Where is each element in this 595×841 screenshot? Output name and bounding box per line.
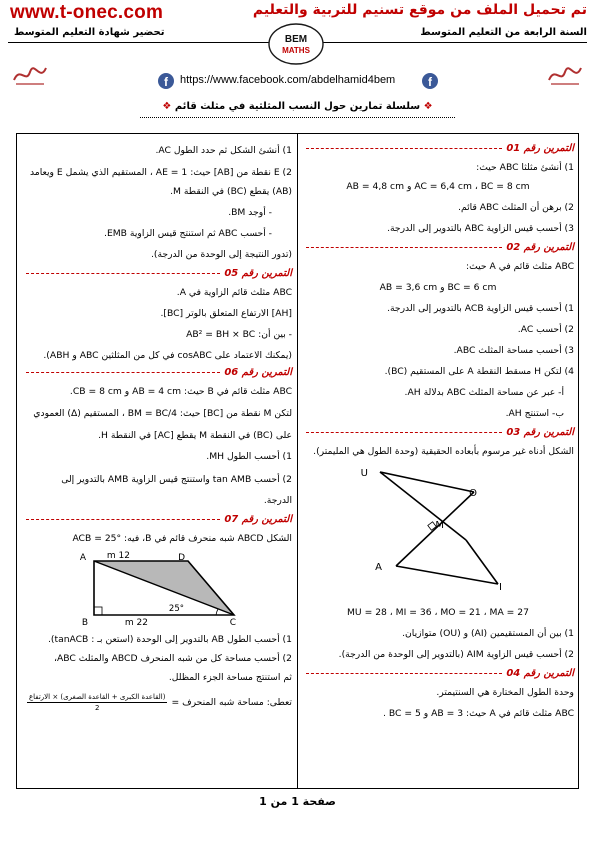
ex01-line-2: AC = 6,4 cm ، BC = 8 cm و AB = 4,8 cm xyxy=(346,181,530,192)
ex06-line-3: على (BC) في النقطة M يقطع [AC] في النقطة H. xyxy=(98,430,292,441)
ex04-line-2: ABC مثلث قائم في A حيث: AB = 3 و BC = 5 . xyxy=(383,708,574,719)
exercise-07-heading: التمرين رقم 07 xyxy=(22,513,292,526)
label-I: I xyxy=(499,582,502,593)
ex03-line-4: 2) أحسب قيس الزاوية AIM (بالتدوير إلى الوحدة من الدرجة). xyxy=(338,649,574,660)
ex02-line-6: 4) لتكن H مسقط النقطة A على المستقيم (BC). xyxy=(384,366,574,377)
svg-text:BEM: BEM xyxy=(284,34,308,45)
exercise-02-heading: التمرين رقم 02 xyxy=(302,241,574,254)
column-divider xyxy=(297,133,298,789)
label-A: A xyxy=(375,562,382,573)
ex02-line-7: أ- عبر عن مساحة المثلث ABC بدلالة AH. xyxy=(404,387,564,398)
right-column xyxy=(302,142,574,720)
ex07-line-2: 1) أحسب الطول AB بالتدوير إلى الوحدة (استعن بـ : tanACB). xyxy=(47,634,292,645)
signature-right xyxy=(545,62,585,93)
ex02-line-5: 3) أحسب مساحة المثلث ABC. xyxy=(453,345,574,356)
exercise-01-heading: التمرين رقم 01 xyxy=(302,142,574,155)
formula-denominator: 2 xyxy=(94,704,100,712)
download-notice: تم تحميل الملف من موقع تسنيم للتربية والتعليم xyxy=(252,2,587,18)
ex07-line-1: الشكل ABCD شبه منحرف قائم في B، فيه: ACB = 25° xyxy=(72,533,292,544)
exercise-06-heading: التمرين رقم 06 xyxy=(22,366,292,379)
exercise-03-heading: التمرين رقم 03 xyxy=(302,426,574,439)
label-22m: 22 m xyxy=(124,618,148,627)
ex07-figure xyxy=(22,549,292,627)
ex02-line-4: 2) أحسب AC. xyxy=(517,324,574,335)
ex04c-line-4: - أوجد BM. xyxy=(228,207,272,218)
grade-label: السنة الرابعة من التعليم المتوسط xyxy=(420,27,587,38)
exercise-04-heading: التمرين رقم 04 xyxy=(302,667,574,680)
label-D7: D xyxy=(178,553,185,563)
left-column xyxy=(22,144,292,713)
ex04c-line-5: - أحسب ABC ثم استنتج قيس الزاوية EMB. xyxy=(104,228,272,239)
svg-text:f: f xyxy=(428,75,432,89)
ex03-line-2: MU = 28 ، MI = 36 ، MO = 21 ، MA = 27 xyxy=(347,607,529,618)
ex03-figure xyxy=(302,462,574,602)
ex05-line-1: ABC مثلث قائم الزاوية في A. xyxy=(176,287,292,298)
ex04c-line-1: 1) أنشئ الشكل ثم حدد الطول AC. xyxy=(155,145,292,156)
ex06-line-2: لتكن M نقطة من [BC] حيث: BM = BC/4 ، المستقيم (Δ) العمودي xyxy=(33,408,292,419)
ex03-line-1: الشكل أدناه غير مرسوم بأبعاده الحقيقية (وحدة الطول هي المليمتر). xyxy=(313,446,574,457)
label-25deg: 25° xyxy=(168,604,184,614)
bem-logo xyxy=(267,22,325,66)
label-M: M xyxy=(435,520,444,531)
ex06-line-1: ABC مثلث قائم في B حيث: AB = 4 cm و CB = 8 cm. xyxy=(69,386,292,397)
title-underline xyxy=(140,117,455,118)
label-B7: B xyxy=(81,618,88,627)
ex07-line-5: تعطى: مساحة شبه المنحرف = xyxy=(171,697,292,708)
exercise-05-heading: التمرين رقم 05 xyxy=(22,267,292,280)
ex01-line-1: 1) أنشئ مثلثا ABC حيث: xyxy=(476,162,574,173)
ex07-formula xyxy=(22,692,292,713)
facebook-icon[interactable] xyxy=(158,73,174,89)
label-C7: C xyxy=(229,618,236,627)
formula-numerator: (القاعدة الكبرى + القاعدة الصغرى) × الارتفاع xyxy=(28,693,166,701)
svg-text:f: f xyxy=(164,75,168,89)
label-12m: 12 m xyxy=(106,551,130,561)
label-O: O xyxy=(469,488,477,499)
signature-left xyxy=(10,62,50,93)
ex01-line-4: 3) أحسب قيس الزاوية ABC بالتدوير إلى الدرجة. xyxy=(387,223,574,234)
page-footer: صفحة 1 من 1 xyxy=(259,795,336,808)
site-url[interactable]: www.t-onec.com xyxy=(10,2,164,23)
ex04c-line-3: (AB) يقطع (BC) في النقطة M. xyxy=(170,186,292,197)
exam-prep-label: تحضير شهادة التعليم المتوسط xyxy=(14,27,165,38)
label-A7: A xyxy=(79,553,86,563)
ex05-line-3: - بين أن: AB² = BH × BC xyxy=(186,329,292,340)
label-U: U xyxy=(360,468,368,479)
series-title: ❖ سلسلة تمارين حول النسب المثلثية في مثلث قائم ❖ xyxy=(162,101,433,112)
ex03-line-3: 1) بين أن المستقيمين (AI) و (OU) متوازيان. xyxy=(402,628,574,639)
ex06-line-4: 1) أحسب الطول MH. xyxy=(206,451,292,462)
ex05-line-2: [AH] الارتفاع المتعلق بالوتر [BC]. xyxy=(160,308,292,319)
ex02-line-1: ABC مثلث قائم في A حيث: xyxy=(466,261,574,272)
ex04c-line-2: 2) E نقطة من [AB] حيث: AE = 1 ، المستقيم الذي يشمل E ويعامد xyxy=(29,167,292,178)
ex07-line-3: 2) أحسب مساحة كل من شبه المنحرف ABCD والمثلث ABC، xyxy=(54,653,292,664)
svg-text:MATHS: MATHS xyxy=(282,46,310,55)
ex01-line-3: 2) برهن أن المثلث ABC قائم. xyxy=(458,202,574,213)
ex07-line-4: ثم استنتج مساحة الجزء المظلل. xyxy=(168,672,292,683)
ex06-line-5: 2) أحسب tan AMB واستنتج قيس الزاوية AMB بالتدوير إلى xyxy=(61,474,292,485)
facebook-link[interactable]: https://www.facebook.com/abdelhamid4bem xyxy=(180,74,396,86)
facebook-icon-right[interactable] xyxy=(422,73,438,89)
ex04c-line-6: (تدور النتيجة إلى الوحدة من الدرجة). xyxy=(150,249,292,260)
ex06-line-6: الدرجة. xyxy=(263,495,292,506)
ex02-line-2: BC = 6 cm و AB = 3,6 cm xyxy=(379,282,497,293)
ex04-line-1: وحدة الطول المختارة هي السنتيمتر. xyxy=(436,687,574,698)
ex02-line-8: ب- استنتج AH. xyxy=(505,408,564,419)
ex05-line-4: (يمكنك الاعتماد على cosABC في كل من المثلثين ABC و ABH). xyxy=(43,350,292,361)
ex02-line-3: 1) أحسب قيس الزاوية ACB بالتدوير إلى الدرجة. xyxy=(387,303,574,314)
